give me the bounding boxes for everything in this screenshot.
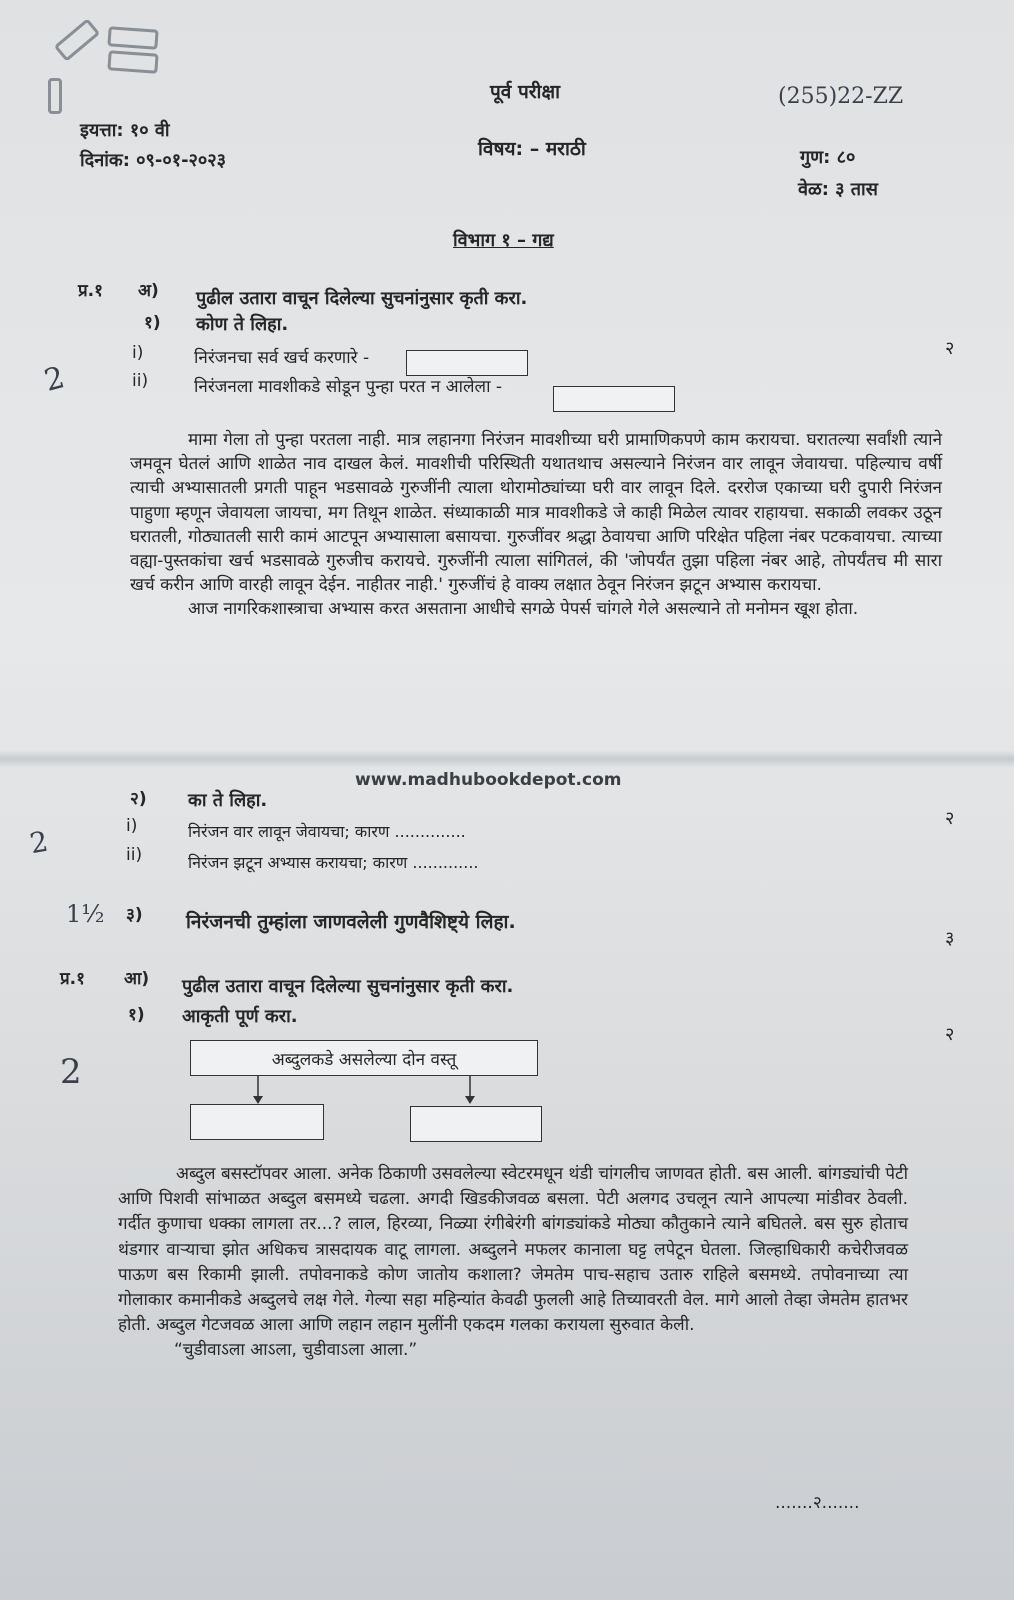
question-part: आ): [124, 969, 150, 989]
item-text: निरंजनचा सर्व खर्च करणारे -: [194, 348, 370, 368]
subquestion-title: कोण ते लिहा.: [196, 314, 289, 335]
passage-paragraph: “चुडीवाऽला आऽला, चुडीवाऽला आला.”: [174, 1340, 418, 1361]
item-text: निरंजन झटून अभ्यास करायचा; कारण .............: [188, 853, 479, 872]
marks-label: गुण: ८०: [800, 147, 856, 168]
marks-value: ३: [945, 928, 955, 949]
exam-date: दिनांक: ०९-०१-२०२३: [80, 150, 226, 171]
passage-b: [118, 1162, 908, 1364]
section-title: विभाग १ – गद्य: [453, 230, 554, 251]
subquestion-number: ३): [126, 905, 143, 925]
item-number: ii): [132, 371, 149, 391]
item-text: निरंजन वार लावून जेवायचा; कारण ..............: [188, 822, 466, 841]
marks-value: २: [945, 338, 955, 359]
handwritten-mark: 2: [40, 360, 69, 399]
watermark-url: www.madhubookdepot.com: [355, 770, 622, 790]
handwritten-mark: 2: [60, 1052, 82, 1092]
handwritten-mark: 1½: [66, 900, 105, 928]
marks-value: २: [945, 1024, 955, 1045]
page-footer: .......२.......: [775, 1493, 860, 1513]
subquestion-title: निरंजनची तुम्हांला जाणवलेली गुणवैशिष्ट्ये लिहा.: [186, 911, 516, 933]
diagram-title: अब्दुलकडे असलेल्या दोन वस्तू: [271, 1049, 457, 1070]
diagram-answer-box-1[interactable]: [190, 1104, 324, 1140]
subquestion-title: का ते लिहा.: [188, 790, 268, 811]
time-label: वेळ: ३ तास: [798, 179, 878, 200]
item-text: निरंजनला मावशीकडे सोडून पुन्हा परत न आलेला -: [194, 377, 503, 397]
passage-paragraph: आज नागरिकशास्त्राचा अभ्यास करत असताना आधीचे सगळे पेपर्स चांगले गेले असल्याने तो मनोमन खूश होता.: [188, 599, 859, 620]
subquestion-number: २): [130, 789, 147, 809]
passage-paragraph: अब्दुल बसस्टॉपवर आला. अनेक ठिकाणी उसवलेल्या स्वेटरमधून थंडी चांगलीच जाणवत होती. बस आली. बांगड्यांची पेटी आणि पिशवी सांभाळत अब्दुल बसमध्ये चढला. अगदी खिडकीजवळ बसला. पेटी अलगद उचलून त्याने आपल्या मांडीवर ठेवली. गर्दीत कुणाचा धक्का लागला तर...? लाल, हिरव्या, निळ्या रंगीबेरंगी बांगड्यांकडे मोठ्या कौतुकाने त्याने बघितले. बस सुरु होताच थंडगार वाऱ्याचा झोत अधिकच त्रासदायक वाटू लागला. अब्दुलने मफलर कानाला घट्ट लपेटून घेतला. जिल्हाधिकारी कचेरीजवळ पाऊण बस रिकामी झाली. तपोवनाकडे कोण जातोय कशाला? जेमतेम पाच-सहाच उतारु राहिले बसमध्ये. तपोवनाच्या त्या गोलाकार कमानीकडे अब्दुलचे लक्ष गेले. गेल्या सहा महिन्यांत केवढी फुलली आहे तिच्यावरती वेल. मागे आलो तेव्हा जेमतेम हातभर होती. अब्दुल गेटजवळ आला आणि लहान लहान मुलींनी एकदम गलका करायला सुरुवात केली.: [118, 1164, 908, 1336]
marks-value: २: [945, 808, 955, 829]
question-part: अ): [138, 281, 159, 301]
subquestion-number: १): [144, 313, 161, 333]
question-number: प्र.१: [60, 969, 85, 989]
item-number: i): [132, 343, 144, 363]
question-number: प्र.१: [78, 281, 103, 301]
subject-label: विषय: – मराठी: [478, 138, 586, 160]
question-instruction: पुढील उतारा वाचून दिलेल्या सुचनांनुसार कृती करा.: [196, 288, 528, 309]
subquestion-number: १): [128, 1005, 145, 1025]
item-number: i): [126, 816, 138, 836]
handwritten-mark: 2: [27, 824, 51, 861]
paper-code: (255)22-ZZ: [778, 84, 904, 109]
passage-paragraph: मामा गेला तो पुन्हा परतला नाही. मात्र लहानगा निरंजन मावशीच्या घरी प्रामाणिकपणे काम करायचा. घरातल्या सर्वांशी त्याने जमवून घेतलं आणि शाळेत नाव दाखल केलं. मावशीची परिस्थिती यथातथाच असल्याने निरंजन वार लावून जेवायचा. पहिल्याच वर्षी त्याची अभ्यासातली प्रगती पाहून भडसावळे गुरुजींनी त्याला थोरामोठ्यांच्या घरी वार लावून दिले. दररोज एकाच्या घरी दुपारी निरंजन पाहुणा म्हणून जेवायला जायचा, मग तिथून शाळेत. संध्याकाळी मात्र मावशीकडे जे काही मिळेल त्यावर राहायचा. सकाळी लवकर उठून घरातली, गोठ्यातली सारी कामं आटपून अभ्यासाला बसायचा. गुरुजींवर श्रद्धा ठेवायचा आणि परिक्षेत पहिला नंबर पटकवायचा. त्याच्या वह्या-पुस्तकांचा खर्च भडसावळे गुरुजीच करायचे. गुरुजींनी त्याला सांगितलं, की 'जोपर्यंत तुझा पहिला नंबर आहे, तोपर्यंतच मी सारा खर्च करीन आणि वारही लावून देईन. नाहीतर नाही.' गुरुजींचं हे वाक्य लक्षात ठेवून निरंजन झटून अभ्यास करायचा.: [130, 430, 942, 596]
subquestion-title: आकृती पूर्ण करा.: [182, 1006, 298, 1027]
class-label: इयत्ता: १० वी: [80, 120, 170, 141]
question-instruction: पुढील उतारा वाचून दिलेल्या सुचनांनुसार कृती करा.: [182, 976, 514, 997]
exam-title: पूर्व परीक्षा: [490, 81, 560, 103]
item-number: ii): [126, 845, 143, 865]
diagram-answer-box-2[interactable]: [410, 1106, 542, 1142]
